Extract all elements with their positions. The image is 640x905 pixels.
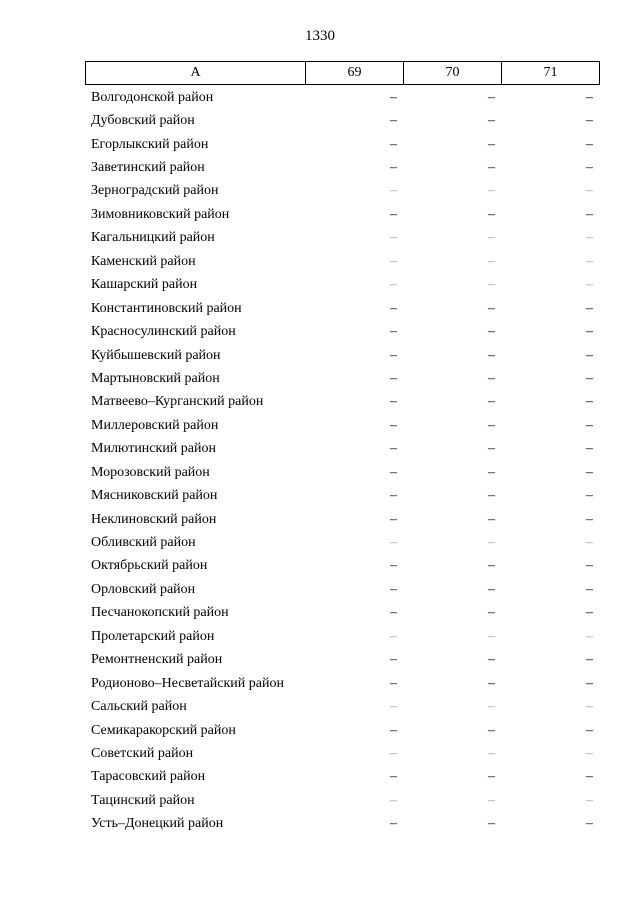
- row-value-71: –: [586, 745, 593, 761]
- table-row: [85, 156, 599, 179]
- row-value-71: –: [586, 816, 593, 832]
- row-value-71: –: [586, 441, 593, 457]
- header-cell-label: А: [86, 62, 306, 85]
- row-value-71: –: [586, 136, 593, 152]
- row-name: Кагальницкий район: [91, 230, 215, 246]
- table-row: [85, 250, 599, 273]
- row-name: Тацинский район: [91, 792, 195, 808]
- row-value-70: –: [488, 394, 495, 410]
- row-name: Егорлыкский район: [91, 136, 209, 152]
- row-value-70: –: [488, 160, 495, 176]
- row-value-70: –: [488, 605, 495, 621]
- row-value-71: –: [586, 113, 593, 129]
- table-row: [85, 602, 599, 625]
- table-row: [85, 649, 599, 672]
- row-value-71: –: [586, 675, 593, 691]
- table-row: [85, 555, 599, 578]
- row-value-71: –: [586, 230, 593, 246]
- row-value-70: –: [488, 277, 495, 293]
- row-value-70: –: [488, 113, 495, 129]
- row-value-69: –: [390, 722, 397, 738]
- row-value-70: –: [488, 699, 495, 715]
- row-value-69: –: [390, 89, 397, 105]
- row-value-69: –: [390, 183, 397, 199]
- row-value-71: –: [586, 558, 593, 574]
- row-value-69: –: [390, 394, 397, 410]
- table-row: [85, 86, 599, 109]
- row-value-71: –: [586, 535, 593, 551]
- row-name: Волгодонской район: [91, 89, 214, 105]
- row-value-70: –: [488, 535, 495, 551]
- row-value-70: –: [488, 581, 495, 597]
- row-name: Орловский район: [91, 581, 196, 597]
- row-name: Мартыновский район: [91, 370, 220, 386]
- table-row: [85, 274, 599, 297]
- row-name: Октябрьский район: [91, 558, 208, 574]
- row-value-69: –: [390, 581, 397, 597]
- row-value-70: –: [488, 441, 495, 457]
- row-value-71: –: [586, 464, 593, 480]
- table-row: [85, 531, 599, 554]
- row-value-69: –: [390, 816, 397, 832]
- table-row: [85, 695, 599, 718]
- row-value-70: –: [488, 464, 495, 480]
- row-value-70: –: [488, 370, 495, 386]
- table-header: [85, 61, 600, 85]
- row-value-71: –: [586, 324, 593, 340]
- row-value-69: –: [390, 699, 397, 715]
- row-value-70: –: [488, 206, 495, 222]
- row-value-71: –: [586, 581, 593, 597]
- table-row: [85, 391, 599, 414]
- row-value-71: –: [586, 277, 593, 293]
- row-value-69: –: [390, 160, 397, 176]
- row-value-70: –: [488, 652, 495, 668]
- row-value-70: –: [488, 89, 495, 105]
- row-value-70: –: [488, 488, 495, 504]
- row-value-71: –: [586, 605, 593, 621]
- row-name: Неклиновский район: [91, 511, 217, 527]
- row-value-69: –: [390, 675, 397, 691]
- row-value-69: –: [390, 792, 397, 808]
- row-name: Зимовниковский район: [91, 206, 230, 222]
- row-value-71: –: [586, 89, 593, 105]
- row-value-69: –: [390, 605, 397, 621]
- row-name: Дубовский район: [91, 113, 195, 129]
- header-row: [86, 62, 600, 85]
- row-value-71: –: [586, 699, 593, 715]
- row-value-71: –: [586, 722, 593, 738]
- row-value-71: –: [586, 206, 593, 222]
- table-row: [85, 414, 599, 437]
- row-name: Константиновский район: [91, 300, 242, 316]
- row-value-69: –: [390, 113, 397, 129]
- row-value-69: –: [390, 511, 397, 527]
- table-row: [85, 742, 599, 765]
- row-value-70: –: [488, 136, 495, 152]
- row-name: Пролетарский район: [91, 628, 215, 644]
- row-value-71: –: [586, 792, 593, 808]
- table-row: [85, 484, 599, 507]
- row-value-71: –: [586, 253, 593, 269]
- row-value-71: –: [586, 370, 593, 386]
- row-value-70: –: [488, 511, 495, 527]
- row-value-70: –: [488, 816, 495, 832]
- row-value-70: –: [488, 324, 495, 340]
- page-number: 1330: [305, 28, 335, 44]
- header-cell-70: 70: [404, 62, 502, 85]
- row-value-71: –: [586, 488, 593, 504]
- row-value-70: –: [488, 300, 495, 316]
- row-value-69: –: [390, 488, 397, 504]
- table-row: [85, 508, 599, 531]
- table-row: [85, 813, 599, 836]
- row-value-69: –: [390, 745, 397, 761]
- row-name: Морозовский район: [91, 464, 210, 480]
- row-name: Кашарский район: [91, 277, 198, 293]
- row-value-69: –: [390, 558, 397, 574]
- row-name: Каменский район: [91, 253, 196, 269]
- row-value-69: –: [390, 230, 397, 246]
- table-row: [85, 133, 599, 156]
- table-row: [85, 203, 599, 226]
- table-row: [85, 344, 599, 367]
- table-row: [85, 789, 599, 812]
- row-name: Куйбышевский район: [91, 347, 221, 363]
- row-value-69: –: [390, 628, 397, 644]
- row-value-70: –: [488, 628, 495, 644]
- header-cell-71: 71: [502, 62, 600, 85]
- table-row: [85, 461, 599, 484]
- table-row: [85, 227, 599, 250]
- table-row: [85, 766, 599, 789]
- row-value-70: –: [488, 253, 495, 269]
- row-name: Матвеево–Курганский район: [91, 394, 264, 410]
- row-value-70: –: [488, 745, 495, 761]
- table-row: [85, 438, 599, 461]
- table-body: [85, 86, 599, 836]
- row-value-71: –: [586, 183, 593, 199]
- row-name: Красносулинский район: [91, 324, 236, 340]
- row-name: Семикаракорский район: [91, 722, 236, 738]
- row-name: Миллеровский район: [91, 417, 219, 433]
- row-value-69: –: [390, 464, 397, 480]
- row-value-71: –: [586, 511, 593, 527]
- table-row: [85, 578, 599, 601]
- row-value-71: –: [586, 628, 593, 644]
- table-row: [85, 625, 599, 648]
- row-name: Тарасовский район: [91, 769, 206, 785]
- row-value-69: –: [390, 769, 397, 785]
- row-value-69: –: [390, 206, 397, 222]
- row-name: Усть–Донецкий район: [91, 816, 224, 832]
- row-value-71: –: [586, 417, 593, 433]
- row-value-71: –: [586, 394, 593, 410]
- row-value-71: –: [586, 652, 593, 668]
- row-value-69: –: [390, 136, 397, 152]
- row-name: Сальский район: [91, 699, 187, 715]
- row-name: Милютинский район: [91, 441, 217, 457]
- row-value-69: –: [390, 370, 397, 386]
- row-name: Ремонтненский район: [91, 652, 223, 668]
- row-value-70: –: [488, 722, 495, 738]
- row-name: Заветинский район: [91, 160, 205, 176]
- table-row: [85, 180, 599, 203]
- row-value-70: –: [488, 558, 495, 574]
- table-row: [85, 719, 599, 742]
- row-value-69: –: [390, 253, 397, 269]
- row-name: Советский район: [91, 745, 194, 761]
- row-name: Мясниковский район: [91, 488, 218, 504]
- row-value-70: –: [488, 183, 495, 199]
- row-value-69: –: [390, 277, 397, 293]
- table-row: [85, 109, 599, 132]
- row-value-69: –: [390, 535, 397, 551]
- row-value-69: –: [390, 300, 397, 316]
- row-value-71: –: [586, 347, 593, 363]
- row-value-69: –: [390, 652, 397, 668]
- row-value-69: –: [390, 441, 397, 457]
- row-name: Родионово–Несветайский район: [91, 675, 284, 691]
- row-value-71: –: [586, 300, 593, 316]
- row-value-70: –: [488, 769, 495, 785]
- row-name: Зерноградский район: [91, 183, 219, 199]
- row-value-69: –: [390, 417, 397, 433]
- row-value-70: –: [488, 792, 495, 808]
- row-value-69: –: [390, 347, 397, 363]
- row-value-70: –: [488, 347, 495, 363]
- table-row: [85, 672, 599, 695]
- header-cell-69: 69: [306, 62, 404, 85]
- row-name: Песчанокопский район: [91, 605, 229, 621]
- row-value-69: –: [390, 324, 397, 340]
- row-value-70: –: [488, 417, 495, 433]
- row-name: Обливский район: [91, 535, 196, 551]
- row-value-70: –: [488, 675, 495, 691]
- table-row: [85, 367, 599, 390]
- row-value-71: –: [586, 769, 593, 785]
- row-value-70: –: [488, 230, 495, 246]
- table-row: [85, 320, 599, 343]
- table-row: [85, 297, 599, 320]
- row-value-71: –: [586, 160, 593, 176]
